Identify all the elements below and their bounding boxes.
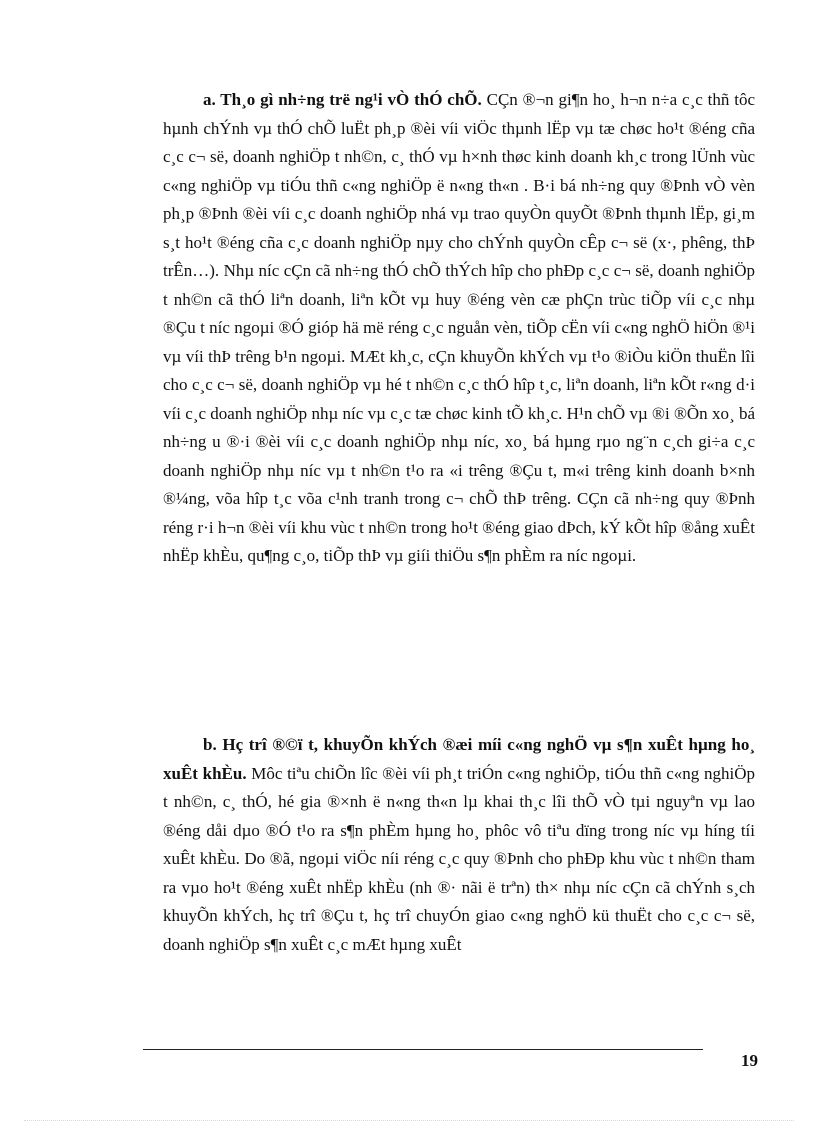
- paragraph-b: [163, 731, 755, 959]
- page-bottom-edge: [24, 1120, 794, 1121]
- paragraph-a: [163, 86, 755, 571]
- footer-rule: [143, 1049, 703, 1050]
- paragraph-a-body: CÇn ®¬n gi¶n ho¸ h¬n n÷a c¸c thñ tôc hµnh chÝnh vµ thÓ chÕ luËt ph¸p ®èi víi viÖc thµnh lËp vµ tæ chøc ho¹t ®éng cña c¸c c¬ së, doanh nghiÖp t nh©n, c¸ thÓ vµ h×nh thøc kinh doanh kh¸c trong lÜnh vùc c«ng nghiÖp vµ tiÓu thñ c«ng nghiÖp ë n«ng th«n . B·i bá nh÷ng quy ®Þnh vÒ vèn ph¸p ®Þnh ®èi víi c¸c doanh nghiÖp nhá vµ trao quyÒn quyÕt ®Þnh thµnh lËp, gi¸m s¸t ho¹t ®éng cña c¸c doanh nghiÖp nµy cho chÝnh quyÒn cÊp c¬ së (x·, phêng, thÞ trÊn…). Nhµ níc cÇn cã nh÷ng thÓ chÕ thÝch hîp cho phÐp c¸c c¬ së, doanh nghiÖp t nh©n cã thÓ liªn doanh, liªn kÕt vµ huy ®éng vèn cæ phÇn trùc tiÕp víi c¸c nhµ ®Çu t níc ngoµi ®Ó gióp hä më réng c¸c nguån vèn, tiÕp cËn víi c«ng nghÖ hiÖn ®¹i vµ víi thÞ trêng b¹n ngoµi. MÆt kh¸c, cÇn khuyÕn khÝch vµ t¹o ®iÒu kiÖn thuËn lîi cho c¸c c¬ së, doanh nghiÖp vµ hé t nh©n c¸c thÓ hîp t¸c, liªn doanh, liªn kÕt r«ng d·i víi c¸c doanh nghiÖp nhµ níc vµ c¸c tæ chøc kinh tÕ kh¸c. H¹n chÕ vµ ®i ®Õn xo¸ bá nh÷ng u ®·i ®èi víi c¸c doanh nghiÖp nhµ níc, xo¸ bá hµng rµo ng¨n c¸ch gi÷a c¸c doanh nghiÖp nhµ níc vµ t nh©n t¹o ra «i trêng ®Çu t, m«i trêng kinh doanh b×nh ®¼ng, võa hîp t¸c võa c¹nh tranh trong c¬ chÕ thÞ trêng. CÇn cã nh÷ng quy ®Þnh réng r·i h¬n ®èi víi khu vùc t nh©n trong ho¹t ®éng giao dÞch, kÝ kÕt hîp ®ång xuÊt nhËp khÈu, qu¶ng c¸o, tiÕp thÞ vµ giíi thiÖu s¶n phÈm ra níc ngoµi.: [163, 90, 755, 565]
- paragraph-b-body: Môc tiªu chiÕn lîc ®èi víi ph¸t triÓn c«ng nghiÖp, tiÓu thñ c«ng nghiÖp t nh©n, c¸ thÓ, hé gia ®×nh ë n«ng th«n lµ khai th¸c lîi thÕ vÒ tµi nguyªn vµ lao ®éng dåi dµo ®Ó t¹o ra s¶n phÈm hµng ho¸ phôc vô tiªu dïng trong níc vµ híng tíi xuÊt khÈu. Do ®ã, ngoµi viÖc níi réng c¸c quy ®Þnh cho phÐp khu vùc t nh©n tham ra vµo ho¹t ®éng xuÊt nhËp khÈu (nh ®· nãi ë trªn) th× nhµ níc cÇn cã chÝnh s¸ch khuyÕn khÝch, hç trî ®Çu t, hç trî chuyÓn giao c«ng nghÖ kü thuËt cho c¸c c¬ së, doanh nghiÖp s¶n xuÊt c¸c mÆt hµng xuÊt: [163, 763, 755, 954]
- paragraph-b-heading: b. Hç trî ®©ï t, khuyÕn khÝch ®æi míi c«ng nghÖ vµ s¶n xuÊt hµng ho¸ xuÊt khÈu.: [163, 735, 755, 783]
- paragraph-a-heading: a. Th¸o gì nh÷ng trë ng¹i vÒ thÓ chÕ.: [203, 90, 482, 109]
- page-number: 19: [741, 1051, 758, 1070]
